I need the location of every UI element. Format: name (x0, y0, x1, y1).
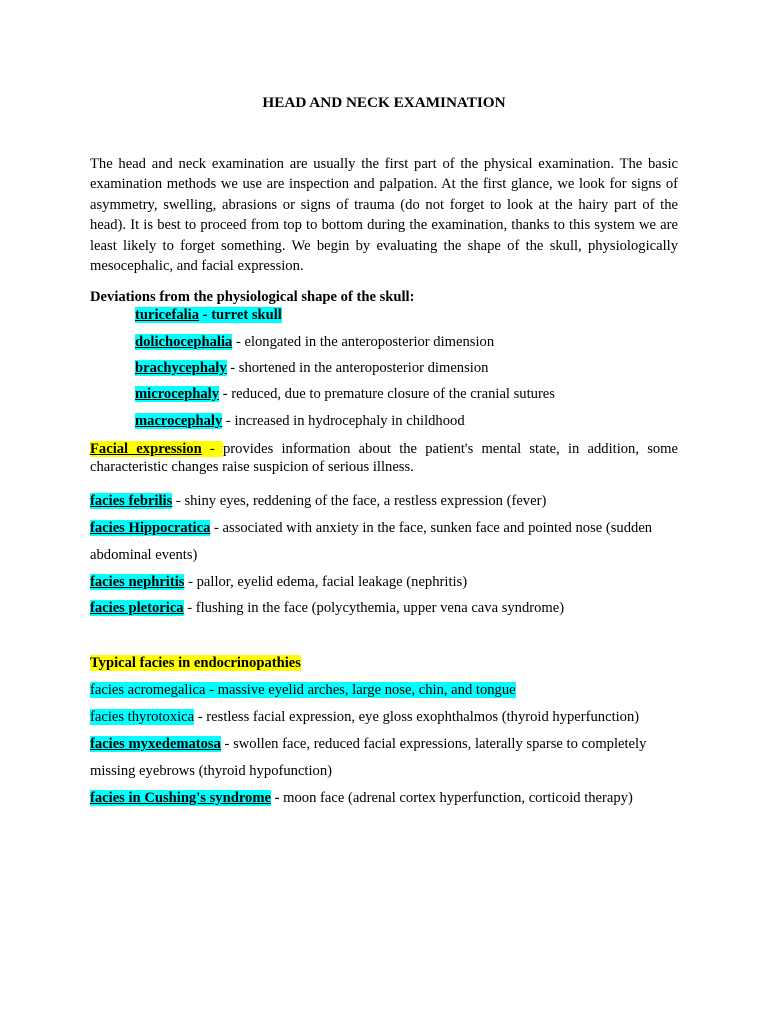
skull-term: turicefalia (135, 307, 200, 323)
facies-item-thyrotoxica (90, 709, 639, 726)
skull-desc: - shortened in the anteroposterior dimension (226, 360, 489, 376)
skull-term: macrocephaly (135, 413, 223, 429)
facies-term: facies pletorica (90, 600, 184, 616)
endocrinopathies-heading (90, 655, 301, 672)
facies-term: facies febrilis (90, 493, 173, 509)
facial-dash: - (201, 441, 223, 457)
facies-item-myxedematosa (90, 736, 646, 753)
skull-term: brachycephaly (135, 360, 227, 376)
facies-term: facies myxedematosa (90, 736, 221, 752)
facies-item-hippocratica (90, 520, 652, 537)
facies-desc: - flushing in the face (polycythemia, upper vena cava syndrome) (183, 600, 565, 616)
skull-desc: - turret skull (199, 307, 282, 323)
facies-item-febrilis (90, 493, 546, 510)
facies-item-hippocratica-cont: abdominal events) (90, 547, 198, 563)
facial-expression-term: Facial expression (90, 441, 202, 457)
skull-item-brachycephaly (135, 360, 488, 377)
facies-term: facies Hippocratica (90, 520, 211, 536)
facies-desc: - restless facial expression, eye gloss exophthalmos (thyroid hyperfunction) (194, 709, 640, 725)
skull-desc: - elongated in the anteroposterior dimension (232, 334, 495, 350)
endocrinopathies-heading-text: Typical facies in endocrinopathies (90, 655, 301, 671)
facies-term: facies in Cushing's syndrome (90, 790, 271, 806)
facies-item-cushing (90, 790, 633, 807)
acromegalica-text: facies acromegalica - massive eyelid arches, large nose, chin, and tongue (90, 682, 516, 698)
facies-desc: - associated with anxiety in the face, sunken face and pointed nose (sudden (210, 520, 653, 536)
facies-desc: - shiny eyes, reddening of the face, a restless expression (fever) (172, 493, 547, 509)
facies-item-acromegalica (90, 682, 516, 699)
facies-item-nephritis (90, 574, 467, 591)
skull-desc: - increased in hydrocephaly in childhood (222, 413, 465, 429)
skull-item-microcephaly (135, 386, 555, 403)
skull-term: dolichocephalia (135, 334, 233, 350)
facies-term: facies nephritis (90, 574, 185, 590)
skull-heading: Deviations from the physiological shape of the skull: (90, 289, 415, 305)
facies-term: facies thyrotoxica (90, 709, 195, 725)
facies-desc: moon face (adrenal cortex hyperfunction, corticoid therapy) (283, 790, 633, 806)
facies-desc: - pallor, eyelid edema, facial leakage (nephritis) (184, 574, 468, 590)
skull-item-dolichocephalia (135, 334, 494, 351)
skull-desc: - reduced, due to premature closure of the cranial sutures (219, 386, 555, 402)
intro-paragraph: The head and neck examination are usually the first part of the physical examination. The basic examination methods we use are inspection and palpation. At the first glance, we look for signs of asymmetry, swelling, abrasions or signs of trauma (do not forget to look at the hairy part of the head). It is best to proceed from top to bottom during the examination, thanks to this system we are least likely to forget something. We begin by evaluating the shape of the skull, physiologically mesocephalic, and facial expression. (90, 156, 678, 275)
facial-expression-paragraph (90, 440, 678, 476)
page-title: HEAD AND NECK EXAMINATION (262, 94, 506, 111)
skull-item-turicefalia (135, 307, 282, 324)
cushing-dash: - (270, 790, 284, 806)
facial-expression-desc: provides information about the patient's mental state, in addition, some characteristic changes raise suspicion of serious illness. (90, 441, 678, 475)
facies-desc: - swollen face, reduced facial expressions, laterally sparse to completely (220, 736, 647, 752)
skull-term: microcephaly (135, 386, 220, 402)
skull-item-macrocephaly (135, 413, 465, 430)
facies-item-pletorica (90, 600, 564, 617)
facies-item-myxedematosa-cont: missing eyebrows (thyroid hypofunction) (90, 763, 332, 779)
